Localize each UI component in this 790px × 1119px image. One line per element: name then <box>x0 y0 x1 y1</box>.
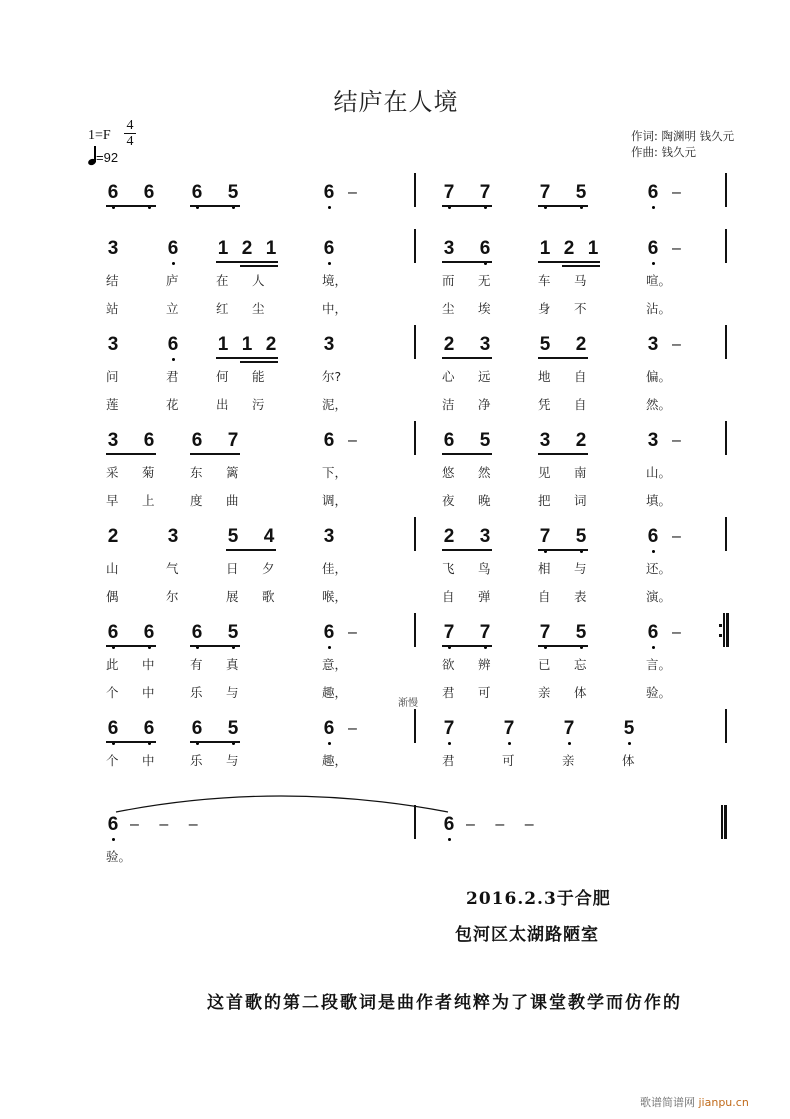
lyric-verse2: 调， <box>322 493 348 508</box>
key-signature: 1=F <box>88 128 111 143</box>
note-digit: 7 <box>443 718 455 739</box>
lyric-verse1: 车 <box>538 273 551 288</box>
lyric-verse1: 气 <box>166 561 179 576</box>
duration-extension: – – – <box>466 816 542 833</box>
note-digit: 1 <box>587 238 599 259</box>
note-digit: 6 <box>323 718 335 739</box>
lyric-verse1: 亲 <box>562 753 575 768</box>
lyric-verse2: 填。 <box>646 493 672 508</box>
lyric-verse2: 自 <box>538 589 551 604</box>
duration-extension: – <box>348 432 357 449</box>
note-digit: 7 <box>443 182 455 203</box>
duration-extension: – <box>348 720 357 737</box>
duration-extension: – <box>672 336 681 353</box>
lyric-verse2: 展 <box>226 589 239 604</box>
note-digit: 6 <box>647 238 659 259</box>
lyric-verse2: 趣， <box>322 685 348 700</box>
lyric-verse1: 偏。 <box>646 369 672 384</box>
duration-extension: – <box>672 528 681 545</box>
lyric-verse1: 体 <box>622 753 635 768</box>
lyric-verse2: 弹 <box>478 589 491 604</box>
lyric-verse1: 乐 <box>190 753 203 768</box>
lyric-verse1: 篱 <box>226 465 239 480</box>
note-digit: 6 <box>107 718 119 739</box>
lyric-verse2: 早 <box>106 493 119 508</box>
lyric-verse1: 还。 <box>646 561 672 576</box>
lyric-verse2: 验。 <box>646 685 672 700</box>
lyric-verse1: 地 <box>538 369 551 384</box>
lyric-verse2: 泥， <box>322 397 348 412</box>
lyric-verse1: 见 <box>538 465 551 480</box>
lyric-verse1: 真 <box>226 657 239 672</box>
duration-extension: – <box>672 624 681 641</box>
lyric-verse1: 庐 <box>166 273 179 288</box>
lyric-verse1: 佳， <box>322 561 348 576</box>
note-digit: 3 <box>107 430 119 451</box>
lyric-verse1: 君 <box>166 369 179 384</box>
lyric-verse2: 然。 <box>646 397 672 412</box>
duration-extension: – – – <box>130 816 206 833</box>
lyric-verse1: 南 <box>574 465 587 480</box>
note-digit: 7 <box>539 622 551 643</box>
lyric-verse1: 心 <box>442 369 455 384</box>
duration-extension: – <box>348 624 357 641</box>
note-digit: 1 <box>241 334 253 355</box>
lyric-verse2: 沾。 <box>646 301 672 316</box>
note-digit: 7 <box>539 182 551 203</box>
note-digit: 5 <box>539 334 551 355</box>
note-digit: 6 <box>191 430 203 451</box>
note-digit: 6 <box>167 334 179 355</box>
note-digit: 3 <box>539 430 551 451</box>
lyric-verse2: 身 <box>538 301 551 316</box>
lyric-verse2: 把 <box>538 493 551 508</box>
note-digit: 2 <box>575 334 587 355</box>
lyric-verse1: 山 <box>106 561 119 576</box>
note-digit: 6 <box>107 622 119 643</box>
note-digit: 3 <box>443 238 455 259</box>
note-digit: 6 <box>647 526 659 547</box>
note-digit: 6 <box>647 182 659 203</box>
lyric-verse1: 辨 <box>478 657 491 672</box>
lyric-verse1: 日 <box>226 561 239 576</box>
lyric-verse1: 结 <box>106 273 119 288</box>
lyric-verse1: 问 <box>106 369 119 384</box>
note-digit: 7 <box>479 182 491 203</box>
composition-note: 这首歌的第二段歌词是曲作者纯粹为了课堂教学而仿作的 <box>207 993 682 1013</box>
date-place: 2016.2.3于合肥 <box>466 889 611 909</box>
lyric-verse2: 体 <box>574 685 587 700</box>
lyric-verse1: 有 <box>190 657 203 672</box>
lyric-verse2: 表 <box>574 589 587 604</box>
lyric-verse1: 然 <box>478 465 491 480</box>
note-digit: 5 <box>227 526 239 547</box>
note-digit: 5 <box>227 622 239 643</box>
location: 包河区太湖路陋室 <box>455 925 599 945</box>
note-digit: 7 <box>479 622 491 643</box>
lyric-verse1: 欲 <box>442 657 455 672</box>
lyric-verse1: 意， <box>322 657 348 672</box>
lyric-verse2: 中， <box>322 301 348 316</box>
note-digit: 6 <box>443 814 455 835</box>
lyric-verse2: 站 <box>106 301 119 316</box>
note-digit: 6 <box>143 430 155 451</box>
note-digit: 6 <box>479 238 491 259</box>
lyric-verse2: 与 <box>226 685 239 700</box>
note-digit: 1 <box>217 334 229 355</box>
duration-extension: – <box>672 184 681 201</box>
lyric-verse1: 验。 <box>106 849 132 864</box>
lyric-verse2: 埃 <box>478 301 491 316</box>
note-digit: 5 <box>575 526 587 547</box>
lyric-verse2: 君 <box>442 685 455 700</box>
note-digit: 5 <box>227 718 239 739</box>
note-digit: 6 <box>143 622 155 643</box>
note-digit: 5 <box>575 622 587 643</box>
lyric-verse1: 山。 <box>646 465 672 480</box>
lyric-verse2: 晚 <box>478 493 491 508</box>
note-digit: 2 <box>265 334 277 355</box>
composer-credit: 作曲: 钱久元 <box>631 145 697 159</box>
lyric-verse1: 何 <box>216 369 229 384</box>
lyric-verse1: 君 <box>442 753 455 768</box>
note-digit: 7 <box>539 526 551 547</box>
note-digit: 7 <box>563 718 575 739</box>
note-digit: 6 <box>107 814 119 835</box>
lyric-verse2: 喉， <box>322 589 348 604</box>
note-digit: 6 <box>167 238 179 259</box>
note-digit: 1 <box>265 238 277 259</box>
lyric-verse2: 乐 <box>190 685 203 700</box>
lyric-verse2: 莲 <box>106 397 119 412</box>
note-digit: 3 <box>107 238 119 259</box>
lyric-verse2: 凭 <box>538 397 551 412</box>
lyric-verse1: 夕 <box>262 561 275 576</box>
note-digit: 6 <box>323 182 335 203</box>
lyric-verse2: 自 <box>442 589 455 604</box>
note-digit: 3 <box>323 526 335 547</box>
lyric-verse1: 喧。 <box>646 273 672 288</box>
lyric-verse2: 尔 <box>166 589 179 604</box>
note-digit: 3 <box>323 334 335 355</box>
lyric-verse1: 在 <box>216 273 229 288</box>
lyric-verse1: 能 <box>252 369 265 384</box>
watermark-url: jianpu.cn <box>698 1096 749 1109</box>
lyric-verse2: 曲 <box>226 493 239 508</box>
lyric-verse1: 与 <box>574 561 587 576</box>
lyric-verse1: 鸟 <box>478 561 491 576</box>
lyric-verse2: 个 <box>106 685 119 700</box>
lyric-verse2: 上 <box>142 493 155 508</box>
note-digit: 1 <box>217 238 229 259</box>
lyric-verse1: 可 <box>502 753 515 768</box>
note-digit: 6 <box>191 182 203 203</box>
note-digit: 3 <box>479 526 491 547</box>
note-digit: 3 <box>647 430 659 451</box>
note-digit: 2 <box>443 334 455 355</box>
lyric-verse1: 人 <box>252 273 265 288</box>
lyric-verse1: 飞 <box>442 561 455 576</box>
lyric-verse1: 忘 <box>574 657 587 672</box>
lyric-verse1: 下， <box>322 465 348 480</box>
lyric-verse2: 夜 <box>442 493 455 508</box>
lyric-verse2: 可 <box>478 685 491 700</box>
note-digit: 6 <box>143 182 155 203</box>
note-digit: 6 <box>107 182 119 203</box>
lyric-verse1: 趣， <box>322 753 348 768</box>
note-digit: 5 <box>575 182 587 203</box>
note-digit: 7 <box>227 430 239 451</box>
lyric-verse2: 尘 <box>252 301 265 316</box>
lyric-verse2: 中 <box>142 685 155 700</box>
note-digit: 6 <box>323 430 335 451</box>
lyric-verse1: 尔? <box>322 369 342 384</box>
lyric-verse1: 菊 <box>142 465 155 480</box>
lyric-verse2: 度 <box>190 493 203 508</box>
note-digit: 5 <box>227 182 239 203</box>
note-digit: 3 <box>107 334 119 355</box>
note-digit: 2 <box>241 238 253 259</box>
lyric-verse2: 花 <box>166 397 179 412</box>
note-digit: 2 <box>563 238 575 259</box>
lyric-verse2: 自 <box>574 397 587 412</box>
note-digit: 3 <box>167 526 179 547</box>
watermark-site: 歌谱简谱网 <box>640 1096 695 1109</box>
lyric-verse2: 不 <box>574 301 587 316</box>
note-digit: 1 <box>539 238 551 259</box>
lyric-verse2: 洁 <box>442 397 455 412</box>
note-digit: 6 <box>323 622 335 643</box>
lyric-verse1: 此 <box>106 657 119 672</box>
note-digit: 2 <box>575 430 587 451</box>
note-digit: 6 <box>143 718 155 739</box>
duration-extension: – <box>348 184 357 201</box>
lyric-verse1: 无 <box>478 273 491 288</box>
song-title: 结庐在人境 <box>333 88 459 116</box>
lyric-verse1: 相 <box>538 561 551 576</box>
lyric-verse2: 污 <box>252 397 265 412</box>
note-digit: 6 <box>443 430 455 451</box>
lyric-verse1: 悠 <box>442 465 455 480</box>
lyric-verse2: 红 <box>216 301 229 316</box>
note-digit: 4 <box>263 526 275 547</box>
time-signature-bottom: 4 <box>126 134 134 149</box>
note-digit: 3 <box>479 334 491 355</box>
lyric-verse1: 境， <box>322 273 348 288</box>
lyric-verse1: 已 <box>538 657 551 672</box>
duration-extension: – <box>672 240 681 257</box>
note-digit: 5 <box>623 718 635 739</box>
lyric-verse2: 词 <box>574 493 587 508</box>
lyric-verse1: 马 <box>574 273 587 288</box>
lyric-verse1: 中 <box>142 657 155 672</box>
lyric-verse1: 远 <box>478 369 491 384</box>
lyric-verse2: 演。 <box>646 589 672 604</box>
lyric-verse1: 言。 <box>646 657 672 672</box>
lyric-verse1: 与 <box>226 753 239 768</box>
tempo-value: =92 <box>96 150 119 165</box>
lyric-verse1: 东 <box>190 465 203 480</box>
note-digit: 6 <box>647 622 659 643</box>
lyricist-credit: 作词: 陶渊明 钱久元 <box>631 129 735 143</box>
note-digit: 6 <box>191 622 203 643</box>
note-digit: 7 <box>443 622 455 643</box>
time-signature-top: 4 <box>126 118 134 133</box>
duration-extension: – <box>672 432 681 449</box>
lyric-verse2: 立 <box>166 301 179 316</box>
lyric-verse1: 而 <box>442 273 455 288</box>
lyric-verse1: 中 <box>142 753 155 768</box>
note-digit: 7 <box>503 718 515 739</box>
lyric-verse2: 尘 <box>442 301 455 316</box>
lyric-verse2: 歌 <box>262 589 275 604</box>
tempo-change-marking: 渐慢 <box>398 698 418 709</box>
note-digit: 6 <box>191 718 203 739</box>
note-digit: 6 <box>323 238 335 259</box>
lyric-verse2: 净 <box>478 397 491 412</box>
lyric-verse2: 亲 <box>538 685 551 700</box>
lyric-verse1: 采 <box>106 465 119 480</box>
lyric-verse1: 个 <box>106 753 119 768</box>
lyric-verse1: 自 <box>574 369 587 384</box>
lyric-verse2: 出 <box>216 397 229 412</box>
note-digit: 2 <box>443 526 455 547</box>
note-digit: 3 <box>647 334 659 355</box>
note-digit: 5 <box>479 430 491 451</box>
note-digit: 2 <box>107 526 119 547</box>
lyric-verse2: 偶 <box>106 589 119 604</box>
